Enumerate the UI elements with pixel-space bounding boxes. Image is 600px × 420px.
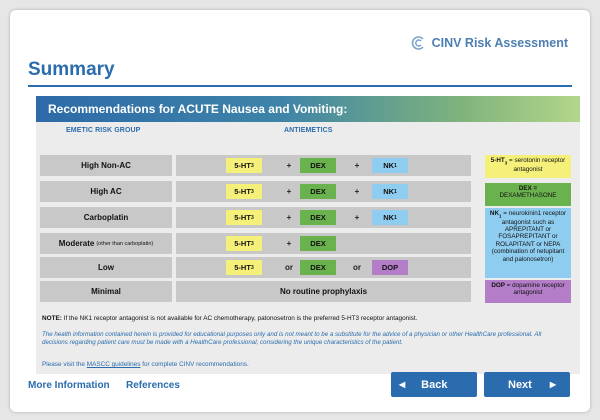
note-label: NOTE:	[42, 315, 62, 322]
operator: +	[354, 213, 360, 222]
column-headers	[36, 122, 580, 140]
references-link[interactable]: References	[126, 380, 180, 391]
risk-group-label: Moderate	[58, 239, 95, 248]
legend-dop	[485, 280, 571, 303]
col-header-antiemetics: ANTIEMETICS	[284, 127, 333, 134]
risk-group: Minimal	[40, 281, 172, 302]
risk-group: Low	[40, 257, 172, 278]
drug-badge-nk1: NK 1	[372, 158, 408, 173]
risk-group: High AC	[40, 181, 172, 202]
drug-badge-dex: DEX	[300, 158, 336, 173]
title-divider	[28, 85, 572, 87]
brand	[411, 36, 568, 50]
antiemetics-cell	[176, 233, 471, 254]
page-title: Summary	[28, 59, 115, 80]
table-row	[40, 155, 471, 176]
col-header-risk: EMETIC RISK GROUP	[66, 127, 141, 134]
recommendations-panel	[36, 96, 580, 374]
table-row	[40, 281, 471, 302]
cinv-logo-icon	[411, 36, 427, 50]
antiemetics-cell	[176, 281, 471, 302]
main-card	[10, 10, 590, 412]
note	[42, 315, 417, 322]
legend-dex-label: DEX =	[518, 185, 538, 192]
drug-badge-dex: DEX	[300, 236, 336, 251]
operator: +	[286, 213, 292, 222]
drug-badge-5ht3: 5-HT 3	[226, 184, 262, 199]
legend-5ht3-label: $5-HT_3$	[490, 157, 508, 166]
back-button-label: Back	[421, 378, 448, 391]
antiemetics-cell	[176, 181, 471, 202]
back-button[interactable]	[391, 372, 477, 397]
operator: +	[286, 187, 292, 196]
table-row	[40, 181, 471, 202]
legend-dex	[485, 183, 571, 206]
drug-badge-5ht3: 5-HT 3	[226, 236, 262, 251]
operator: or	[285, 263, 293, 272]
drug-badge-5ht3: 5-HT 3	[226, 158, 262, 173]
legend-5ht3	[485, 155, 571, 178]
legend-nk1-desc: = neurokinin1 receptor antagonist such as APREPITANT or FOSAPREPITANT or ROLAPITANT or NEPA (combination of netupitant and palonosetron)	[491, 210, 567, 263]
antiemetics-cell	[176, 257, 471, 278]
risk-group-note: (other than carboplatin)	[96, 240, 154, 247]
drug-badge-dex: DEX	[300, 184, 336, 199]
drug-badge-5ht3: 5-HT 3	[226, 210, 262, 225]
table-row	[40, 207, 471, 228]
drug-badge-dop: DOP	[372, 260, 408, 275]
legend-5ht3-desc: = serotonin receptor antagonist	[509, 157, 566, 173]
operator: +	[286, 239, 292, 248]
disclaimer: The health information contained herein is provided for educational purposes only and is not meant to be a substitute for the advice of a physician or other HealthCare professional. All decisions regarding patient care must be made with a HealthCare professional, considering the unique characteristics of the patient.	[42, 331, 542, 347]
table-row	[40, 233, 471, 254]
next-button-label: Next	[508, 378, 532, 391]
risk-group: High Non-AC	[40, 155, 172, 176]
drug-badge-dex: DEX	[300, 260, 336, 275]
risk-group	[40, 233, 172, 254]
legend-dop-desc: = dopamine receptor antagonist	[506, 282, 565, 297]
table-row	[40, 257, 471, 278]
next-button[interactable]	[484, 372, 570, 397]
antiemetics-cell	[176, 155, 471, 176]
drug-badge-nk1: NK 1	[372, 210, 408, 225]
mascc-guidelines-link[interactable]: MASCC guidelines	[86, 361, 141, 368]
operator: +	[354, 161, 360, 170]
antiemetics-cell	[176, 207, 471, 228]
legend-nk1-label: $NK_1$	[489, 210, 502, 219]
note-text: If the NK1 receptor antagonist is not available for AC chemotherapy, patonosetron is the preferred 5-HT3 receptor antagonist.	[63, 315, 418, 322]
visit-guidelines	[42, 361, 249, 368]
operator: or	[353, 263, 361, 272]
no-prophylaxis-text: No routine prophylaxis	[279, 287, 368, 296]
back-arrow-icon: ◀	[399, 380, 406, 389]
more-information-link[interactable]: More Information	[28, 380, 110, 391]
drug-badge-dex: DEX	[300, 210, 336, 225]
risk-group: Carboplatin	[40, 207, 172, 228]
operator: +	[286, 161, 292, 170]
operator: +	[354, 187, 360, 196]
brand-title: CINV Risk Assessment	[431, 36, 568, 50]
visit-prefix: Please visit the	[42, 361, 85, 368]
drug-badge-5ht3: 5-HT 3	[226, 260, 262, 275]
legend-dop-label: DOP	[491, 282, 505, 289]
drug-badge-nk1: NK 1	[372, 184, 408, 199]
legend-dex-desc: DEXAMETHASONE	[499, 192, 557, 200]
next-arrow-icon: ▶	[549, 380, 556, 389]
visit-suffix: for complete CINV recommendations.	[142, 361, 249, 368]
legend-nk1	[485, 208, 571, 278]
panel-heading: Recommendations for ACUTE Nausea and Vomiting:	[36, 96, 580, 122]
